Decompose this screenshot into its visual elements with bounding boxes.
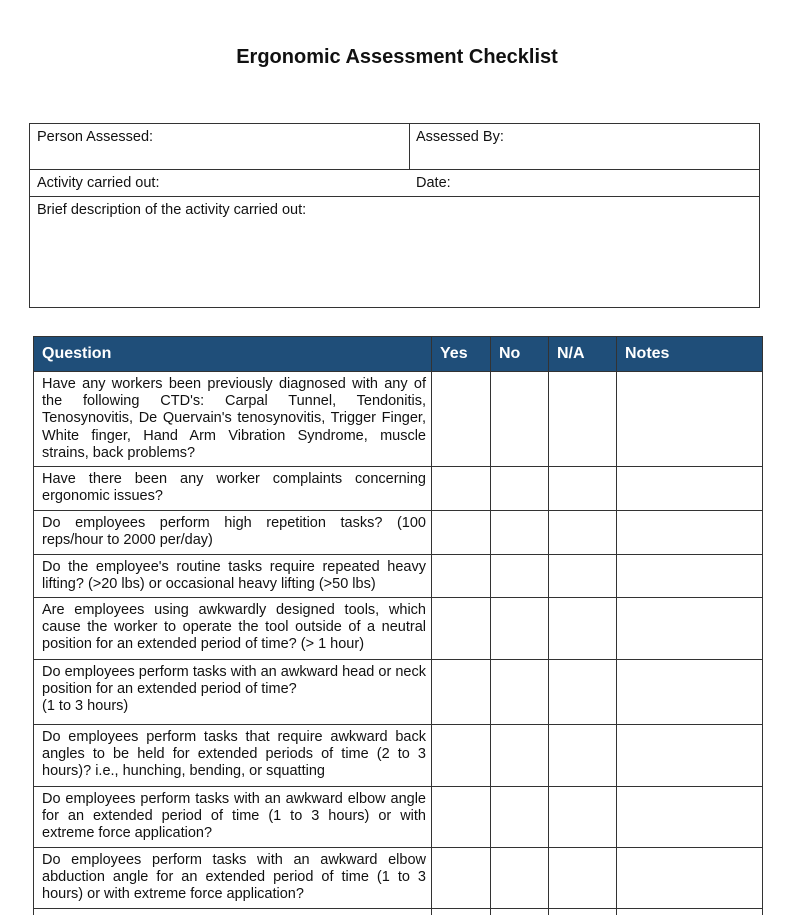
notes-cell[interactable] (617, 909, 763, 915)
question-cell: Do the employee's routine tasks require repeated heavy lifting? (>20 lbs) or occasional heavy lifting (>50 lbs) (34, 555, 432, 598)
na-cell[interactable] (549, 372, 617, 467)
question-cell: Do employees perform tasks with an awkward head or neck position for an extended period of time? (1 to 3 hours) (34, 660, 432, 725)
person-assessed-field[interactable]: Person Assessed: (37, 129, 154, 145)
assessed-by-field[interactable]: Assessed By: (416, 129, 504, 145)
na-cell[interactable] (549, 467, 617, 511)
question-cell: Do employees perform high repetition tasks? (100 reps/hour to 2000 per/day) (34, 511, 432, 555)
question-cell: Do employees perform tasks with an awkward elbow abduction angle for an extended period of time (1 to 3 hours) or with extreme force application? (34, 848, 432, 909)
activity-field[interactable]: Activity carried out: (37, 175, 160, 191)
no-cell[interactable] (491, 555, 549, 598)
na-cell[interactable] (549, 725, 617, 787)
question-cell: Are employees using awkwardly designed tools, which cause the worker to operate the tool outside of a neutral position for an extended period of time? (> 1 hour) (34, 598, 432, 660)
question-cell (34, 909, 432, 915)
no-cell[interactable] (491, 660, 549, 725)
table-row (34, 511, 763, 555)
no-cell[interactable] (491, 598, 549, 660)
assessment-info-form (29, 123, 760, 308)
date-field[interactable]: Date: (416, 175, 451, 191)
table-row (34, 372, 763, 467)
yes-cell[interactable] (432, 511, 491, 555)
notes-cell[interactable] (617, 725, 763, 787)
notes-cell[interactable] (617, 555, 763, 598)
header-notes: Notes (617, 337, 763, 372)
na-cell[interactable] (549, 787, 617, 848)
notes-cell[interactable] (617, 660, 763, 725)
yes-cell[interactable] (432, 725, 491, 787)
header-yes: Yes (432, 337, 491, 372)
no-cell[interactable] (491, 909, 549, 915)
yes-cell[interactable] (432, 555, 491, 598)
table-header (34, 337, 763, 372)
question-cell: Have there been any worker complaints concerning ergonomic issues? (34, 467, 432, 511)
yes-cell[interactable] (432, 598, 491, 660)
header-na: N/A (549, 337, 617, 372)
no-cell[interactable] (491, 511, 549, 555)
description-field[interactable]: Brief description of the activity carried out: (37, 202, 307, 218)
na-cell[interactable] (549, 511, 617, 555)
no-cell[interactable] (491, 848, 549, 909)
notes-cell[interactable] (617, 598, 763, 660)
notes-cell[interactable] (617, 467, 763, 511)
na-cell[interactable] (549, 660, 617, 725)
form-row-description (30, 197, 759, 307)
form-row-person (30, 124, 759, 170)
notes-cell[interactable] (617, 372, 763, 467)
yes-cell[interactable] (432, 909, 491, 915)
table-row (34, 848, 763, 909)
no-cell[interactable] (491, 372, 549, 467)
na-cell[interactable] (549, 909, 617, 915)
table-row (34, 555, 763, 598)
table-row (34, 787, 763, 848)
na-cell[interactable] (549, 555, 617, 598)
yes-cell[interactable] (432, 660, 491, 725)
header-no: No (491, 337, 549, 372)
no-cell[interactable] (491, 725, 549, 787)
header-question: Question (34, 337, 432, 372)
question-cell: Have any workers been previously diagnosed with any of the following CTD's: Carpal Tunnel, Tendonitis, Tenosynovitis, De Quervain's tenosynovitis, Trigger Finger, White finger, Hand Arm Vibration Syndrome, muscle strains, back problems? (34, 372, 432, 467)
notes-cell[interactable] (617, 787, 763, 848)
yes-cell[interactable] (432, 848, 491, 909)
yes-cell[interactable] (432, 467, 491, 511)
no-cell[interactable] (491, 467, 549, 511)
divider (409, 124, 410, 170)
table-row (34, 598, 763, 660)
table-row (34, 909, 763, 915)
table-row (34, 467, 763, 511)
yes-cell[interactable] (432, 787, 491, 848)
notes-cell[interactable] (617, 848, 763, 909)
question-cell: Do employees perform tasks with an awkward elbow angle for an extended period of time (1 to 3 hours) or with extreme force application? (34, 787, 432, 848)
form-row-activity (30, 170, 759, 197)
notes-cell[interactable] (617, 511, 763, 555)
no-cell[interactable] (491, 787, 549, 848)
yes-cell[interactable] (432, 372, 491, 467)
na-cell[interactable] (549, 848, 617, 909)
table-row (34, 725, 763, 787)
na-cell[interactable] (549, 598, 617, 660)
table-row (34, 660, 763, 725)
page-title: Ergonomic Assessment Checklist (236, 46, 558, 68)
question-cell: Do employees perform tasks that require awkward back angles to be held for extended periods of time (2 to 3 hours)? i.e., hunching, bending, or squatting (34, 725, 432, 787)
checklist-table (33, 336, 763, 915)
